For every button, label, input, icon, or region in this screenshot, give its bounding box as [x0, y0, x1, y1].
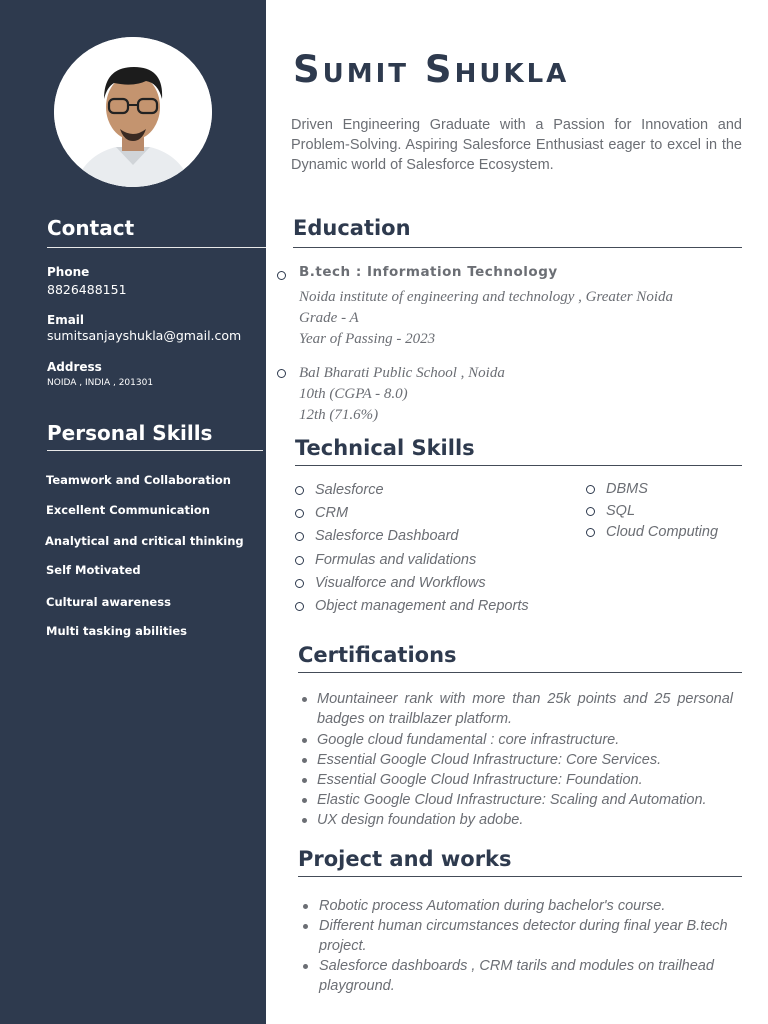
tech-skill-item: Salesforce Dashboard: [315, 528, 459, 544]
tech-skill-item: SQL: [606, 503, 636, 519]
certification-item: Elastic Google Cloud Infrastructure: Scaling and Automation.: [317, 792, 707, 808]
sidebar: [0, 0, 266, 1024]
project-item: Robotic process Automation during bachelor's course.: [319, 898, 666, 914]
personal-skill-item: Excellent Communication: [46, 503, 210, 517]
twelfth-result: 12th (71.6%): [299, 407, 379, 423]
tech-skill-item: DBMS: [606, 481, 648, 497]
personal-skill-item: Analytical and critical thinking: [45, 534, 244, 548]
divider: [298, 876, 742, 877]
divider: [298, 672, 742, 673]
degree-title: B.tech : Information Technology: [299, 264, 558, 280]
tenth-result: 10th (CGPA - 8.0): [299, 386, 408, 402]
divider: [47, 247, 266, 248]
projects-heading: Project and works: [298, 847, 512, 871]
bullet-dot-icon: [303, 924, 308, 929]
bullet-dot-icon: [303, 964, 308, 969]
certification-item: Google cloud fundamental : core infrastructure.: [317, 732, 620, 748]
school-name: Bal Bharati Public School , Noida: [299, 365, 505, 381]
passing-year: Year of Passing - 2023: [299, 331, 436, 347]
personal-skill-item: Cultural awareness: [46, 595, 171, 609]
profile-summary: Driven Engineering Graduate with a Passion for Innovation and Problem-Solving. Aspiring Salesforce Enthusiast eager to excel in the Dynamic world of Salesforce Ecosystem.: [291, 117, 742, 173]
address-value: NOIDA , INDIA , 201301: [47, 378, 154, 388]
bullet-circle-icon: [295, 556, 304, 565]
tech-skill-item: Cloud Computing: [606, 524, 719, 540]
personal-skills-heading: Personal Skills: [47, 421, 213, 445]
certification-item: Essential Google Cloud Infrastructure: Core Services.: [317, 752, 662, 768]
college-name: Noida institute of engineering and technology , Greater Noida: [299, 289, 673, 305]
phone-value: 8826488151: [47, 282, 127, 297]
phone-label: Phone: [47, 265, 90, 279]
personal-skill-item: Teamwork and Collaboration: [46, 473, 231, 487]
bullet-dot-icon: [302, 798, 307, 803]
college-grade: Grade - A: [299, 310, 359, 326]
project-item: Salesforce dashboards , CRM tarils and modules on trailhead playground.: [319, 958, 714, 994]
divider: [295, 465, 742, 466]
tech-skill-item: Visualforce and Workflows: [315, 575, 486, 591]
certification-item: Mountaineer rank with more than 25k points and 25 personal badges on trailblazer platform.: [317, 691, 733, 727]
bullet-circle-icon: [295, 602, 304, 611]
bullet-circle-icon: [277, 369, 286, 378]
personal-skill-item: Multi tasking abilities: [46, 624, 188, 638]
profile-photo: [54, 37, 212, 187]
certification-item: Essential Google Cloud Infrastructure: Foundation.: [317, 772, 643, 788]
bullet-circle-icon: [586, 507, 595, 516]
divider: [47, 450, 263, 451]
address-label: Address: [47, 360, 102, 374]
tech-skill-item: Object management and Reports: [315, 598, 529, 614]
bullet-dot-icon: [302, 818, 307, 823]
tech-skill-item: Formulas and validations: [315, 552, 477, 568]
project-item: Different human circumstances detector during final year B.tech project.: [319, 918, 728, 954]
bullet-circle-icon: [295, 532, 304, 541]
bullet-circle-icon: [277, 271, 286, 280]
email-value: sumitsanjayshukla@gmail.com: [47, 328, 242, 343]
bullet-circle-icon: [295, 579, 304, 588]
contact-heading: Contact: [47, 216, 135, 240]
technical-skills-heading: Technical Skills: [295, 436, 475, 460]
certifications-heading: Certifications: [298, 643, 457, 667]
tech-skill-item: CRM: [315, 505, 349, 521]
email-label: Email: [47, 313, 85, 327]
education-heading: Education: [293, 216, 411, 240]
bullet-dot-icon: [302, 697, 307, 702]
bullet-dot-icon: [303, 904, 308, 909]
personal-skill-item: Self Motivated: [46, 563, 141, 577]
candidate-name: Sumit Shukla: [293, 48, 570, 91]
divider: [293, 247, 742, 248]
bullet-circle-icon: [586, 528, 595, 537]
bullet-dot-icon: [302, 738, 307, 743]
bullet-circle-icon: [295, 509, 304, 518]
bullet-circle-icon: [295, 486, 304, 495]
bullet-circle-icon: [586, 485, 595, 494]
bullet-dot-icon: [302, 778, 307, 783]
bullet-dot-icon: [302, 758, 307, 763]
certification-item: UX design foundation by adobe.: [317, 812, 524, 828]
tech-skill-item: Salesforce: [315, 482, 384, 498]
